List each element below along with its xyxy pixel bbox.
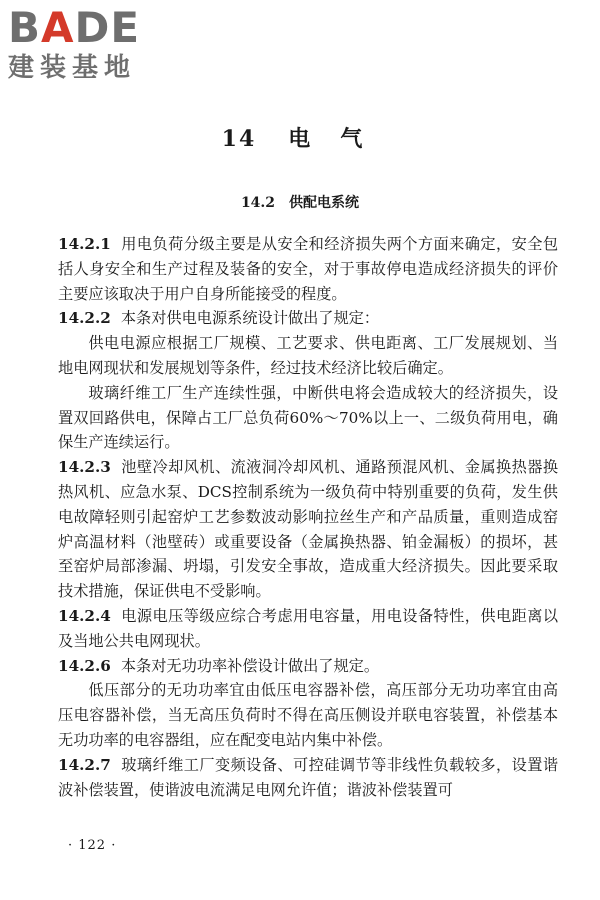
chapter-number: 14: [221, 126, 257, 152]
clause-number: 14.2.4: [58, 606, 111, 625]
clause-14-2-1: [58, 232, 558, 306]
logo-letter-a: A: [41, 3, 75, 52]
logo-letters-de: DE: [74, 3, 141, 52]
clause-text: 本条对供电电源系统设计做出了规定：: [120, 309, 380, 328]
clause-14-2-7: [58, 753, 558, 803]
clause-14-2-2: [58, 306, 558, 331]
clause-text: 池壁冷却风机、流液洞冷却风机、通路预混风机、金属换热器换热风机、应急水泵、DCS控制系统为一级负荷中特别重要的负荷，发生供电故障轻则引起窑炉工艺参数波动影响拉丝生产和产品质量，重则造成窑炉高温材料（池壁砖）或重要设备（金属换热器、铂金漏板）的损坏，甚至窑炉局部渗漏、坍塌，引发安全事故，造成重大经济损失。因此要采取技术措施，保证供电不受影响。: [58, 458, 558, 601]
chapter-heading: [0, 122, 600, 153]
paragraph-reactive-compensation: [58, 678, 558, 752]
paragraph-power-supply: [58, 331, 558, 381]
clause-14-2-3: [58, 455, 558, 604]
section-title: 供配电系统: [289, 195, 360, 211]
clause-number: 14.2.6: [58, 656, 111, 675]
clause-number: 14.2.7: [58, 755, 111, 774]
clause-text: 玻璃纤维工厂变频设备、可控硅调节等非线性负载较多，设置谐波补偿装置，使谐波电流满足电网允许值；谐波补偿装置可: [58, 755, 558, 799]
paragraph-text: 玻璃纤维工厂生产连续性强，中断供电将会造成较大的经济损失，设置双回路供电，保障占工厂总负荷60%～70%以上一、二级负荷用电，确保生产连续运行。: [58, 383, 558, 452]
clause-text: 电源电压等级应综合考虑用电容量，用电设备特性，供电距离以及当地公共电网现状。: [58, 606, 558, 650]
clause-14-2-4: [58, 604, 558, 654]
logo-subtitle: 建装基地: [8, 53, 137, 83]
chapter-title-2: 气: [340, 126, 365, 152]
paragraph-dual-circuit: [58, 381, 558, 455]
section-heading: [0, 192, 600, 212]
clause-number: 14.2.1: [58, 235, 111, 253]
clause-text: 用电负荷分级主要是从安全和经济损失两个方面来确定，安全包括人身安全和生产过程及装备的安全，对于事故停电造成经济损失的评价主要应该取决于用户自身所能接受的程度。: [58, 235, 558, 303]
section-number: 14.2: [240, 195, 276, 211]
paragraph-text: 供电电源应根据工厂规模、工艺要求、供电距离、工厂发展规划、当地电网现状和发展规划等条件，经过技术经济比较后确定。: [58, 334, 558, 377]
clause-number: 14.2.2: [58, 309, 111, 328]
chapter-title-1: 电: [288, 126, 313, 152]
clause-text: 本条对无功功率补偿设计做出了规定。: [120, 656, 380, 675]
logo-wordmark: [8, 3, 178, 52]
document-body: [58, 232, 558, 802]
clause-number: 14.2.3: [58, 458, 111, 477]
bade-logo: [8, 3, 178, 84]
paragraph-text: 低压部分的无功功率宜由低压电容器补偿，高压部分无功功率宜由高压电容器补偿，当无高压负荷时不得在高压侧设并联电容装置，补偿基本无功功率的电容器组，应在配变电站内集中补偿。: [58, 681, 558, 749]
clause-14-2-6: [58, 654, 558, 679]
logo-letter-b: B: [8, 3, 42, 52]
page-number: · 122 ·: [68, 838, 117, 853]
